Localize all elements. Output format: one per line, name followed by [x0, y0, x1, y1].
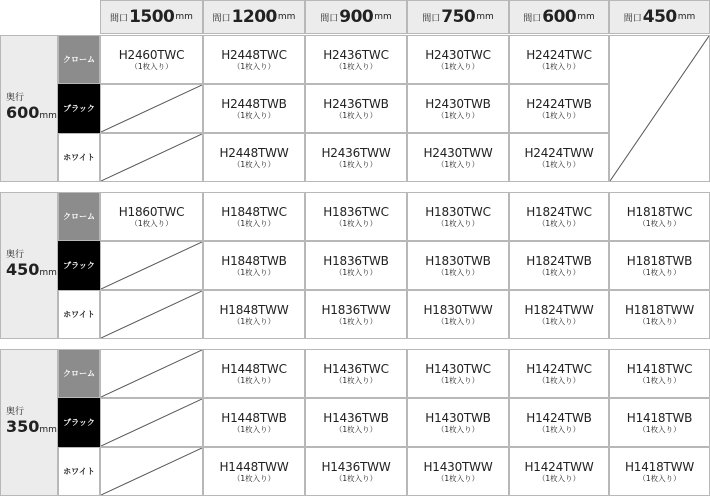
not-available-slash-line	[101, 291, 202, 338]
product-code: H1448TWC	[221, 361, 287, 376]
product-cell	[305, 84, 407, 133]
quantity-note: （1枚入り）	[334, 159, 378, 169]
product-cell	[407, 290, 509, 339]
width-value: 450	[642, 7, 677, 27]
width-value: 1200	[231, 7, 277, 27]
product-cell	[203, 349, 305, 398]
product-cell	[100, 192, 203, 241]
quantity-note: （1枚入り）	[334, 267, 378, 277]
product-code: H1418TWC	[626, 361, 693, 376]
quantity-note: （1枚入り）	[436, 267, 480, 277]
product-cell	[509, 241, 609, 290]
color-label-chrome: クローム	[58, 192, 100, 241]
product-code: H1824TWC	[526, 204, 592, 219]
product-code: H2436TWC	[323, 47, 389, 62]
width-value: 600	[542, 7, 577, 27]
product-cell	[609, 447, 710, 496]
product-code: H2436TWW	[321, 145, 391, 160]
width-unit: mm	[374, 12, 392, 22]
color-label-chrome: クローム	[58, 35, 100, 84]
width-value: 900	[339, 7, 374, 27]
depth-number: 600	[6, 102, 40, 122]
product-code: H1830TWB	[425, 253, 491, 268]
quantity-note: （1枚入り）	[232, 316, 276, 326]
width-header	[100, 0, 203, 34]
product-cell	[509, 192, 609, 241]
quantity-note: （1枚入り）	[334, 316, 378, 326]
product-cell	[203, 84, 305, 133]
header-corner	[0, 0, 100, 34]
color-label-white: ホワイト	[58, 290, 100, 339]
color-label-white: ホワイト	[58, 133, 100, 182]
depth-group-600	[0, 35, 710, 182]
width-unit: mm	[175, 12, 193, 22]
quantity-note: （1枚入り）	[537, 218, 581, 228]
empty-cell-merged	[609, 35, 710, 182]
product-code: H2448TWW	[219, 145, 289, 160]
product-cell	[203, 35, 305, 84]
width-prefix: 間口	[110, 13, 129, 24]
depth-label: 奥行	[6, 249, 25, 260]
not-available-slash-line	[101, 350, 202, 397]
depth-number: 450	[6, 259, 40, 279]
product-code: H1436TWW	[321, 459, 391, 474]
quantity-note: （1枚入り）	[537, 110, 581, 120]
product-cell	[509, 398, 609, 447]
product-code: H2430TWC	[425, 47, 491, 62]
product-cell	[305, 290, 407, 339]
product-cell	[509, 290, 609, 339]
width-value: 1500	[129, 7, 175, 27]
empty-cell	[100, 290, 203, 339]
color-label-white: ホワイト	[58, 447, 100, 496]
width-prefix: 間口	[422, 13, 441, 24]
quantity-note: （1枚入り）	[232, 267, 276, 277]
product-code: H2424TWW	[524, 145, 594, 160]
depth-label: 奥行	[6, 92, 25, 103]
depth-unit: mm	[39, 110, 57, 121]
width-unit: mm	[577, 12, 595, 22]
product-cell	[407, 241, 509, 290]
quantity-note: （1枚入り）	[436, 159, 480, 169]
product-cell	[407, 349, 509, 398]
width-header	[609, 0, 710, 34]
product-code: H2430TWW	[423, 145, 493, 160]
quantity-note: （1枚入り）	[436, 473, 480, 483]
product-code: H1836TWW	[321, 302, 391, 317]
product-code: H1424TWB	[526, 410, 592, 425]
empty-cell	[100, 447, 203, 496]
quantity-note: （1枚入り）	[334, 473, 378, 483]
empty-cell	[100, 84, 203, 133]
depth-value	[6, 104, 57, 125]
quantity-note: （1枚入り）	[232, 375, 276, 385]
not-available-slash-line	[101, 134, 202, 181]
product-code: H1418TWB	[626, 410, 693, 425]
quantity-note: （1枚入り）	[537, 375, 581, 385]
quantity-note: （1枚入り）	[638, 316, 681, 326]
quantity-note: （1枚入り）	[334, 424, 378, 434]
depth-cell	[0, 192, 58, 339]
width-unit: mm	[677, 12, 696, 22]
product-cell	[407, 84, 509, 133]
product-cell	[407, 447, 509, 496]
quantity-note: （1枚入り）	[436, 424, 480, 434]
product-cell	[305, 447, 407, 496]
empty-cell	[100, 398, 203, 447]
color-label-black: ブラック	[58, 241, 100, 290]
empty-cell	[100, 349, 203, 398]
product-code: H2424TWC	[526, 47, 592, 62]
width-header	[305, 0, 407, 34]
not-available-slash	[101, 350, 202, 397]
product-cell	[203, 290, 305, 339]
quantity-note: （1枚入り）	[334, 61, 378, 71]
product-cell	[305, 192, 407, 241]
product-code: H2424TWB	[526, 96, 592, 111]
quantity-note: （1枚入り）	[232, 61, 276, 71]
product-cell	[203, 192, 305, 241]
depth-value	[6, 261, 57, 282]
product-code: H1424TWC	[526, 361, 592, 376]
product-cell	[100, 35, 203, 84]
product-cell	[305, 35, 407, 84]
product-code: H1830TWC	[425, 204, 491, 219]
width-prefix: 間口	[320, 13, 339, 24]
quantity-note: （1枚入り）	[232, 159, 276, 169]
depth-label: 奥行	[6, 406, 25, 417]
quantity-note: （1枚入り）	[638, 473, 681, 483]
product-cell	[609, 241, 710, 290]
quantity-note: （1枚入り）	[436, 218, 480, 228]
quantity-note: （1枚入り）	[436, 61, 480, 71]
quantity-note: （1枚入り）	[537, 61, 581, 71]
quantity-note: （1枚入り）	[232, 218, 276, 228]
not-available-slash	[101, 85, 202, 132]
width-header	[509, 0, 609, 34]
product-code: H1430TWC	[425, 361, 491, 376]
product-code: H1448TWB	[221, 410, 287, 425]
depth-group-350	[0, 349, 710, 496]
product-code: H1436TWC	[323, 361, 389, 376]
product-cell	[509, 84, 609, 133]
product-code: H1860TWC	[118, 204, 185, 219]
width-prefix: 間口	[212, 13, 231, 24]
width-value: 750	[441, 7, 476, 27]
product-code: H1818TWB	[626, 253, 693, 268]
product-code: H1418TWW	[624, 459, 695, 474]
depth-number: 350	[6, 416, 40, 436]
quantity-note: （1枚入り）	[130, 218, 173, 228]
not-available-slash-line	[610, 36, 709, 181]
quantity-note: （1枚入り）	[334, 375, 378, 385]
product-code: H1848TWB	[221, 253, 287, 268]
quantity-note: （1枚入り）	[638, 218, 681, 228]
quantity-note: （1枚入り）	[638, 267, 681, 277]
quantity-note: （1枚入り）	[436, 110, 480, 120]
product-cell	[609, 192, 710, 241]
color-label-black: ブラック	[58, 84, 100, 133]
product-code: H1430TWB	[425, 410, 491, 425]
product-code: H1836TWC	[323, 204, 389, 219]
product-cell	[509, 35, 609, 84]
product-cell	[203, 447, 305, 496]
product-cell	[509, 133, 609, 182]
depth-unit: mm	[39, 424, 57, 435]
quantity-note: （1枚入り）	[130, 61, 173, 71]
product-cell	[407, 133, 509, 182]
not-available-slash	[101, 242, 202, 289]
product-cell	[509, 447, 609, 496]
not-available-slash	[101, 399, 202, 446]
header-row	[0, 0, 710, 34]
product-code: H1848TWW	[219, 302, 289, 317]
not-available-slash-line	[101, 448, 202, 495]
depth-value	[6, 418, 57, 439]
product-cell	[407, 398, 509, 447]
width-header	[407, 0, 509, 34]
product-cell	[609, 290, 710, 339]
not-available-slash	[610, 36, 709, 181]
width-unit: mm	[277, 12, 296, 22]
product-code: H1824TWW	[524, 302, 594, 317]
quantity-note: （1枚入り）	[436, 375, 480, 385]
quantity-note: （1枚入り）	[638, 424, 681, 434]
product-code: H1818TWC	[626, 204, 693, 219]
quantity-note: （1枚入り）	[232, 473, 276, 483]
quantity-note: （1枚入り）	[537, 159, 581, 169]
color-label-chrome: クローム	[58, 349, 100, 398]
product-cell	[305, 349, 407, 398]
not-available-slash	[101, 448, 202, 495]
product-cell	[203, 133, 305, 182]
product-cell	[203, 398, 305, 447]
quantity-note: （1枚入り）	[638, 375, 681, 385]
product-code: H1436TWB	[323, 410, 389, 425]
width-header	[203, 0, 305, 34]
color-label-black: ブラック	[58, 398, 100, 447]
not-available-slash-line	[101, 242, 202, 289]
depth-cell	[0, 35, 58, 182]
product-code: H2436TWB	[323, 96, 389, 111]
depth-group-450	[0, 192, 710, 339]
product-cell	[609, 398, 710, 447]
not-available-slash	[101, 291, 202, 338]
product-cell	[609, 349, 710, 398]
product-code: H2460TWC	[118, 47, 185, 62]
product-cell	[407, 192, 509, 241]
quantity-note: （1枚入り）	[334, 218, 378, 228]
product-code: H1448TWW	[219, 459, 289, 474]
width-unit: mm	[476, 12, 494, 22]
product-code: H1424TWW	[524, 459, 594, 474]
quantity-note: （1枚入り）	[537, 267, 581, 277]
product-code: H1836TWB	[323, 253, 389, 268]
product-code: H2448TWB	[221, 96, 287, 111]
width-prefix: 間口	[623, 13, 642, 24]
product-code: H2430TWB	[425, 96, 491, 111]
quantity-note: （1枚入り）	[537, 473, 581, 483]
product-cell	[305, 133, 407, 182]
product-code: H1818TWW	[624, 302, 695, 317]
quantity-note: （1枚入り）	[232, 110, 276, 120]
not-available-slash-line	[101, 85, 202, 132]
product-code: H1430TWW	[423, 459, 493, 474]
depth-unit: mm	[39, 267, 57, 278]
quantity-note: （1枚入り）	[537, 424, 581, 434]
quantity-note: （1枚入り）	[436, 316, 480, 326]
product-code: H1824TWB	[526, 253, 592, 268]
depth-cell	[0, 349, 58, 496]
quantity-note: （1枚入り）	[334, 110, 378, 120]
product-cell	[305, 398, 407, 447]
product-cell	[407, 35, 509, 84]
product-code: H1848TWC	[221, 204, 287, 219]
quantity-note: （1枚入り）	[232, 424, 276, 434]
product-code: H2448TWC	[221, 47, 287, 62]
product-code: H1830TWW	[423, 302, 493, 317]
product-cell	[203, 241, 305, 290]
product-cell	[509, 349, 609, 398]
quantity-note: （1枚入り）	[537, 316, 581, 326]
empty-cell	[100, 241, 203, 290]
width-prefix: 間口	[523, 13, 542, 24]
not-available-slash-line	[101, 399, 202, 446]
product-cell	[305, 241, 407, 290]
empty-cell	[100, 133, 203, 182]
not-available-slash	[101, 134, 202, 181]
